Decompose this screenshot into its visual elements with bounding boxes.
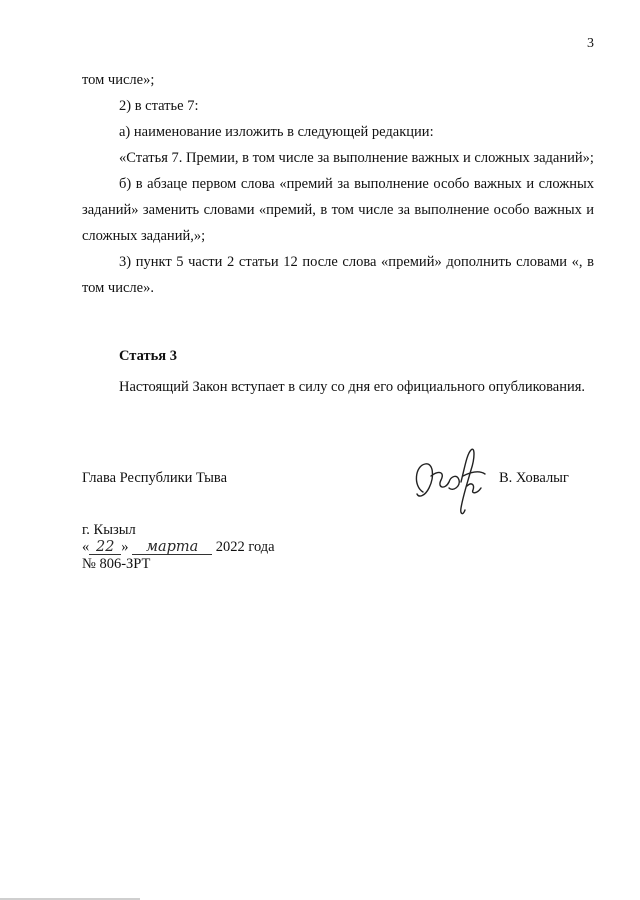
paragraph-2: 2) в статье 7: [119, 98, 199, 114]
article-3-text: Настоящий Закон вступает в силу со дня его официального опубликования. [119, 379, 586, 395]
article-3-heading: Статья 3 [119, 348, 177, 364]
signer-name: В. Ховалыг [499, 470, 569, 486]
paragraph-4: «Статья 7. Премии, в том числе за выполнение важных и сложных заданий»; [119, 150, 594, 166]
date-year: 2022 года [215, 539, 275, 555]
signature-block [82, 470, 594, 530]
date-open-quote: « [82, 539, 90, 555]
paragraph-1: том числе»; [82, 72, 155, 88]
body-text [82, 67, 594, 301]
date-day-handwritten: 22 [89, 540, 121, 555]
date-line [82, 539, 275, 556]
page-number: 3 [587, 36, 594, 51]
signer-title: Глава Республики Тыва [82, 470, 228, 486]
paragraph-5: б) в абзаце первом слова «премий за выполнение особо важных и сложных заданий» заменить словами «премий, в том числе за выполнение особо важных и сложных заданий,»; [82, 176, 594, 244]
paragraph-3: а) наименование изложить в следующей редакции: [119, 124, 434, 140]
law-number: № 806-ЗРТ [82, 556, 151, 572]
date-month-handwritten: марта [132, 540, 212, 555]
handwritten-signature-icon [405, 436, 495, 520]
date-close-quote: » [121, 539, 129, 555]
city-line: г. Кызыл [82, 522, 136, 538]
paragraph-6: 3) пункт 5 части 2 статьи 12 после слова «премий» дополнить словами «, в том числе». [82, 254, 594, 296]
document-footer [82, 522, 275, 573]
